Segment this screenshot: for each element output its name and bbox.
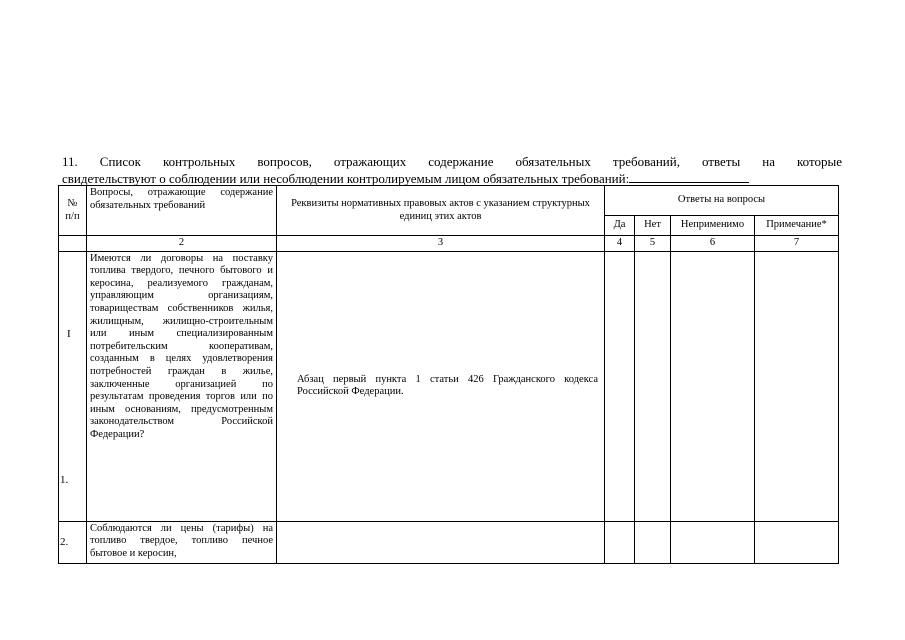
header-acts: Реквизиты нормативных правовых актов с указанием структурных единиц этих актов [277, 186, 605, 236]
header-answers: Ответы на вопросы [605, 186, 839, 216]
column-number-cell: 5 [635, 236, 671, 252]
answer-no-cell[interactable] [635, 521, 671, 563]
header-note: Примечание* [755, 216, 839, 236]
row-number: 2. [59, 521, 87, 563]
section-heading-line2: свидетельствуют о соблюдении или несоблюдении контролируемым лицом обязательных требований: [62, 171, 630, 186]
row-number: 1. [60, 473, 69, 486]
header-questions: Вопросы, отражающие содержание обязательных требований [87, 186, 277, 236]
header-yes: Да [605, 216, 635, 236]
answer-note-cell[interactable] [755, 251, 839, 521]
answer-yes-cell[interactable] [605, 521, 635, 563]
column-number-cell [59, 236, 87, 252]
question-text: Имеются ли договоры на поставку топлива твердого, печного бытового и керосина, реализуемого гражданам, управляющим организациям, товариществам собственников жилья, жилищным, жилищно-строительным или иным специализированным потребительским кооперативам, созданным в целях удовлетворения потребностей граждан в жилье, заключенные организацией по результатам проведения торгов или по иным основаниям, предусмотренным законодательством Российской Федерации? [87, 251, 277, 521]
header-num: № п/п [59, 186, 87, 236]
table-row [59, 251, 839, 521]
column-number-cell: 2 [87, 236, 277, 252]
column-number-row [59, 236, 839, 252]
header-no: Нет [635, 216, 671, 236]
row-marker: I [67, 327, 71, 340]
table-header-row [59, 186, 839, 216]
answer-note-cell[interactable] [755, 521, 839, 563]
question-text: Соблюдаются ли цены (тарифы) на топливо твердое, топливо печное бытовое и керосин, [87, 521, 277, 563]
section-heading [62, 154, 842, 187]
answer-not-applicable-cell[interactable] [671, 521, 755, 563]
act-reference: Абзац первый пункта 1 статьи 426 Гражданского кодекса Российской Федерации. [277, 251, 605, 521]
blank-underline [629, 170, 749, 183]
column-number-cell: 4 [605, 236, 635, 252]
row-number-cell [59, 251, 87, 521]
column-number-cell: 7 [755, 236, 839, 252]
answer-not-applicable-cell[interactable] [671, 251, 755, 521]
header-not-applicable: Неприменимо [671, 216, 755, 236]
column-number-cell: 6 [671, 236, 755, 252]
table-row [59, 521, 839, 563]
answer-yes-cell[interactable] [605, 251, 635, 521]
section-heading-line1: 11. Список контрольных вопросов, отражающих содержание обязательных требований, ответы на которые [62, 154, 842, 169]
act-reference [277, 521, 605, 563]
column-number-cell: 3 [277, 236, 605, 252]
control-questions-table [58, 185, 839, 564]
answer-no-cell[interactable] [635, 251, 671, 521]
